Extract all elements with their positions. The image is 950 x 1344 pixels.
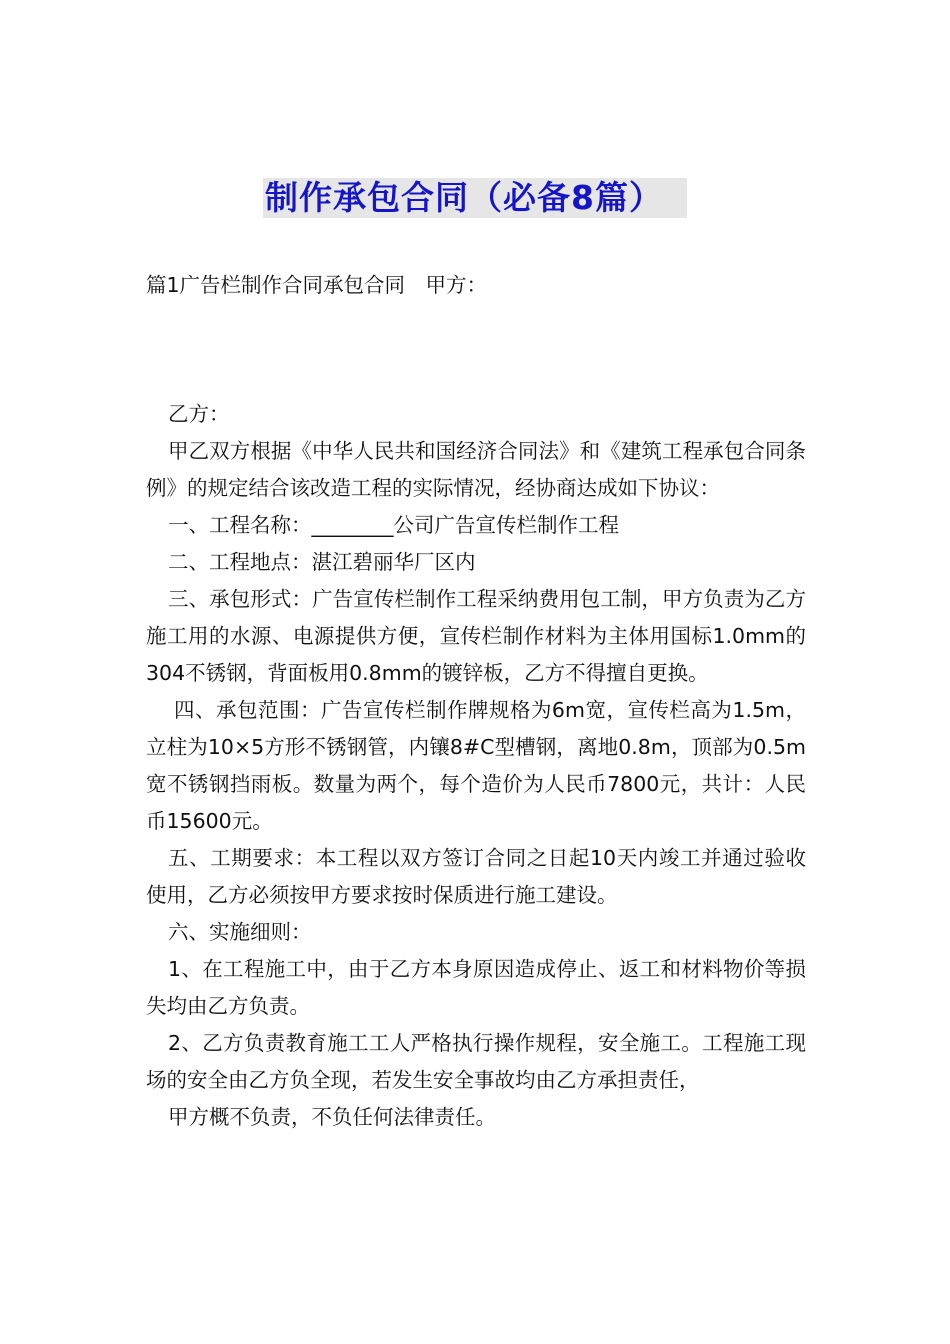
clause-contract-scope: 四、承包范围：广告宣传栏制作牌规格为6m宽，宣传栏高为1.5m，立柱为10×5方形不锈钢管，内镶8#C型槽钢，离地0.8m，顶部为0.5m宽不锈钢挡雨板。数量为两个，每个造价为人民币7800元，共计：人民币15600元。: [146, 698, 806, 833]
document-title: 制作承包合同（必备8篇）: [263, 178, 687, 218]
clause-implementation-heading: 六、实施细则：: [168, 920, 312, 944]
title-container: [0, 178, 950, 218]
clause-project-name: 一、工程名称：________公司广告宣传栏制作工程: [168, 513, 619, 537]
preamble-paragraph: 甲乙双方根据《中华人民共和国经济合同法》和《建筑工程承包合同条例》的规定结合该改造工程的实际情况，经协商达成如下协议：: [146, 439, 806, 500]
clause-item-1: 1、在工程施工中，由于乙方本身原因造成停止、返工和材料物价等损失均由乙方负责。: [146, 957, 806, 1018]
party-b-line: 乙方：: [168, 402, 230, 426]
clause-contract-form: 三、承包形式：广告宣传栏制作工程采纳费用包工制，甲方负责为乙方施工用的水源、电源提供方便，宣传栏制作材料为主体用国标1.0mm的304不锈钢，背面板用0.8mm的镀锌板，乙方不得擅自更换。: [146, 587, 806, 685]
document-body: [146, 267, 806, 1136]
clause-item-2: 2、乙方负责教育施工工人严格执行操作规程，安全施工。工程施工现场的安全由乙方负全现，若发生安全事故均由乙方承担责任，: [146, 1031, 806, 1092]
clause-schedule: 五、工期要求：本工程以双方签订合同之日起10天内竣工并通过验收使用，乙方必须按甲方要求按时保质进行施工建设。: [146, 846, 806, 907]
section-heading: 篇1广告栏制作合同承包合同 甲方：: [146, 273, 488, 297]
clause-item-2-continued: 甲方概不负责，不负任何法律责任。: [168, 1105, 496, 1129]
clause-project-location: 二、工程地点：湛江碧丽华厂区内: [168, 550, 476, 574]
